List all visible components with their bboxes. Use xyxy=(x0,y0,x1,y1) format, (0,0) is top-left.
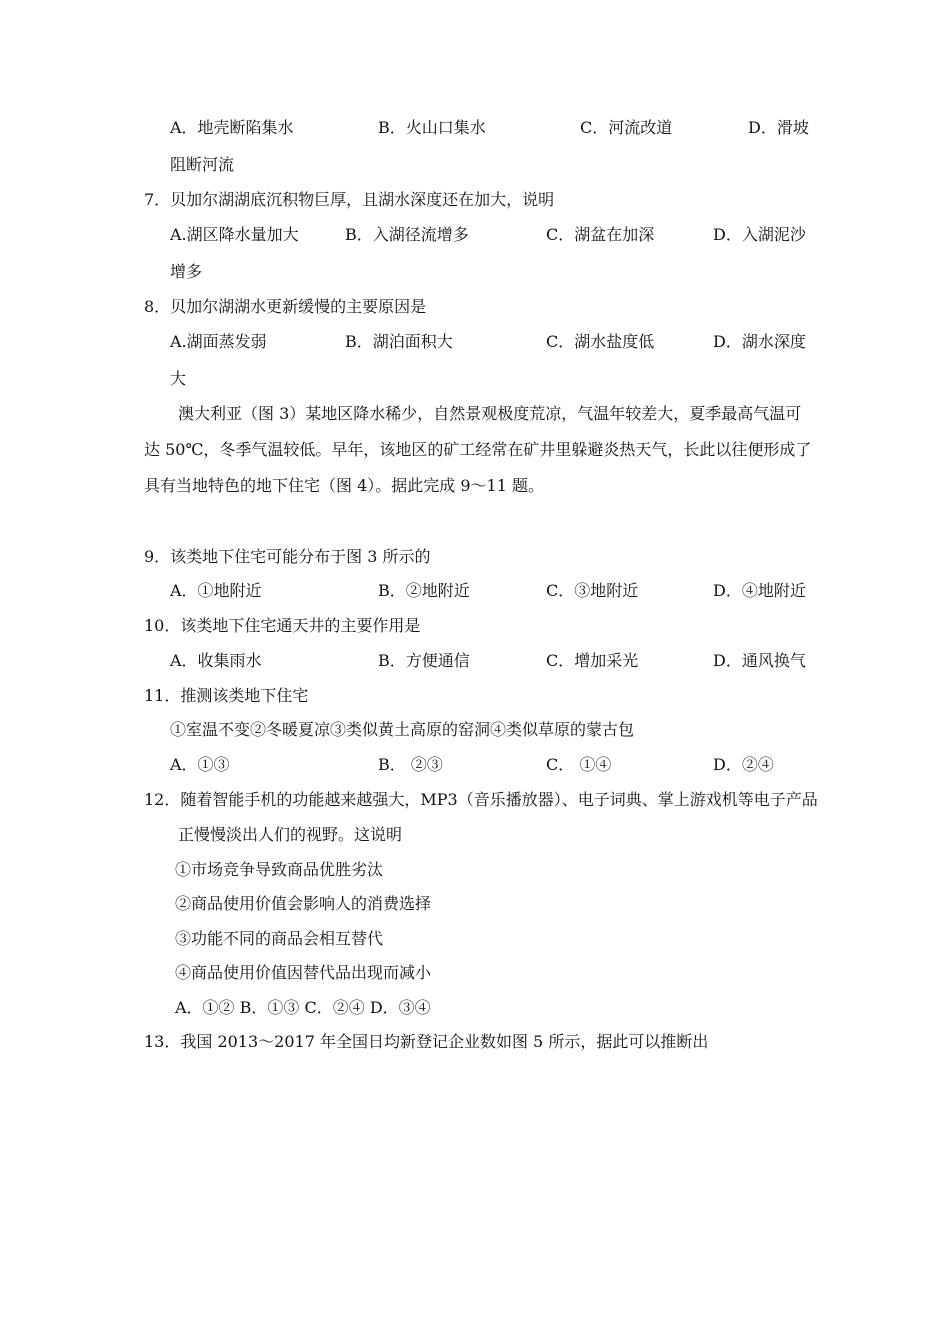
q6-option-a: A．地壳断陷集水 xyxy=(170,118,294,137)
passage-line-3: 具有当地特色的地下住宅（图 4）。据此完成 9～11 题。 xyxy=(144,476,544,495)
q8-stem: 8．贝加尔湖湖水更新缓慢的主要原因是 xyxy=(144,297,427,316)
q10-option-b: B．方便通信 xyxy=(378,651,470,670)
q6-option-d: D．滑坡 xyxy=(748,118,809,137)
q11-option-c: C． ①④ xyxy=(546,755,612,774)
q7-option-a: A.湖区降水量加大 xyxy=(170,225,299,244)
q10-option-d: D．通风换气 xyxy=(713,651,806,670)
q10-option-a: A．收集雨水 xyxy=(170,651,262,670)
q11-option-d: D．②④ xyxy=(713,755,774,774)
q11-stem: 11．推测该类地下住宅 xyxy=(144,686,309,705)
passage-line-2: 达 50℃，冬季气温较低。早年，该地区的矿工经常在矿井里躲避炎热天气，长此以往便形成了 xyxy=(144,440,812,459)
q7-stem: 7．贝加尔湖湖底沉积物巨厚，且湖水深度还在加大，说明 xyxy=(144,190,555,209)
q11-statements: ①室温不变②冬暖夏凉③类似黄土高原的窑洞④类似草原的蒙古包 xyxy=(170,720,635,739)
q12-statement-4: ④商品使用价值因替代品出现而减小 xyxy=(175,963,432,982)
q12-options: A．①② B．①③ C．②④ D．③④ xyxy=(175,998,431,1017)
q7-option-d: D．入湖泥沙 xyxy=(713,225,806,244)
q8-option-a: A.湖面蒸发弱 xyxy=(170,332,267,351)
q13-stem: 13．我国 2013～2017 年全国日均新登记企业数如图 5 所示，据此可以推断出 xyxy=(144,1032,709,1051)
q6-option-c: C．河流改道 xyxy=(580,118,673,137)
q10-stem: 10．该类地下住宅通天井的主要作用是 xyxy=(144,616,421,635)
q9-stem: 9．该类地下住宅可能分布于图 3 所示的 xyxy=(144,547,431,566)
q8-option-d-wrap: 大 xyxy=(170,369,187,388)
q10-option-c: C．增加采光 xyxy=(546,651,639,670)
q12-stem-line-2: 正慢慢淡出人们的视野。这说明 xyxy=(178,825,403,844)
q7-option-c: C．湖盆在加深 xyxy=(546,225,655,244)
q12-statement-1: ①市场竞争导致商品优胜劣汰 xyxy=(175,860,384,879)
q8-option-b: B．湖泊面积大 xyxy=(345,332,453,351)
q12-stem-line-1: 12．随着智能手机的功能越来越强大，MP3（音乐播放器）、电子词典、掌上游戏机等电子产品 xyxy=(144,790,818,809)
q6-option-b: B．火山口集水 xyxy=(378,118,486,137)
q9-option-d: D．④地附近 xyxy=(713,581,806,600)
q6-option-d-wrap: 阻断河流 xyxy=(170,155,235,174)
q12-statement-3: ③功能不同的商品会相互替代 xyxy=(175,929,384,948)
q9-option-b: B．②地附近 xyxy=(378,581,470,600)
q7-option-d-wrap: 增多 xyxy=(170,262,203,281)
q7-option-b: B．入湖径流增多 xyxy=(345,225,469,244)
q8-option-d: D．湖水深度 xyxy=(713,332,806,351)
q9-option-c: C．③地附近 xyxy=(546,581,639,600)
passage-line-1: 澳大利亚（图 3）某地区降水稀少，自然景观极度荒凉，气温年较差大，夏季最高气温可 xyxy=(178,404,802,423)
q8-option-c: C．湖水盐度低 xyxy=(546,332,655,351)
q11-option-b: B． ②③ xyxy=(378,755,443,774)
q9-option-a: A．①地附近 xyxy=(170,581,262,600)
q11-option-a: A．①③ xyxy=(170,755,230,774)
q12-statement-2: ②商品使用价值会影响人的消费选择 xyxy=(175,894,432,913)
